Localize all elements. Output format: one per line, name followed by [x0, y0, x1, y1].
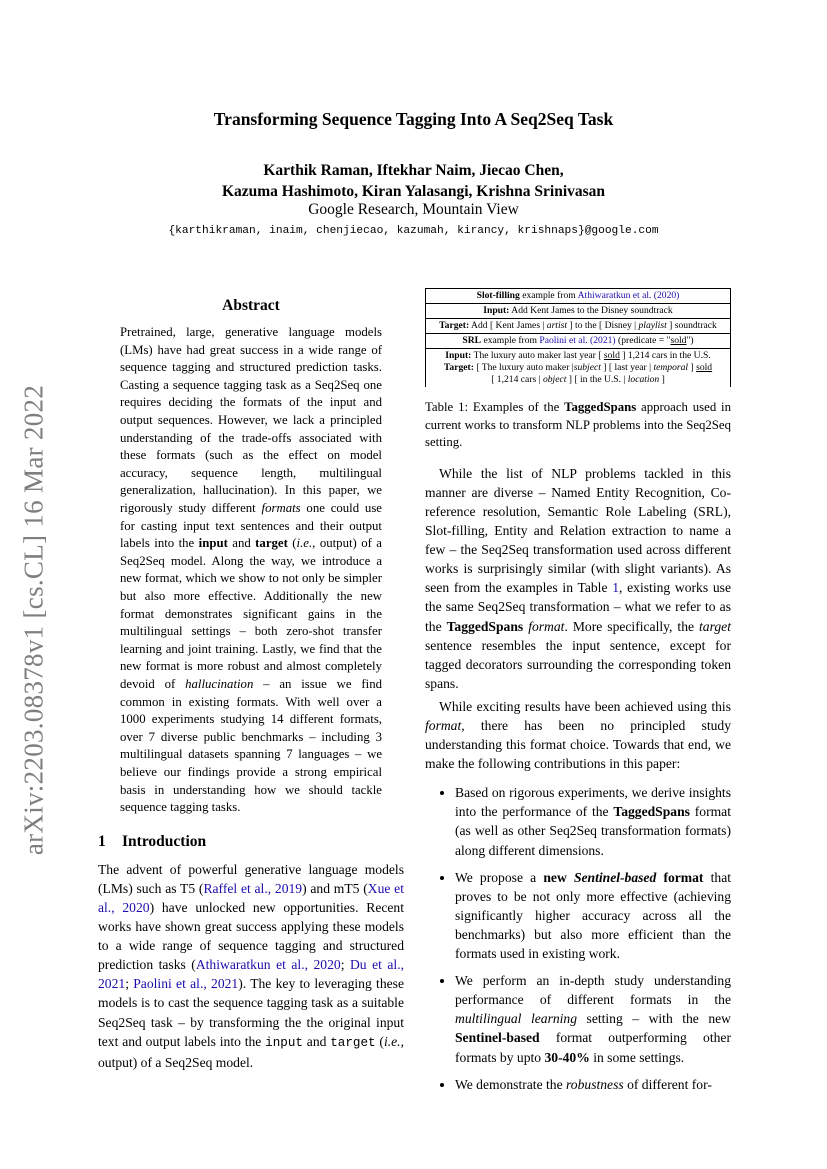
cell-bold: Target: — [443, 362, 474, 373]
contribution-list — [425, 783, 731, 1093]
citation-link[interactable]: Paolini et al., 2021 — [133, 976, 239, 992]
intro-text: ). The key to leveraging these models is to cast the sequence tagging task as a suitable Seq2Seq task – by transforming the the original input text and output labels into the — [98, 976, 404, 1049]
list-text: format (as well as other Seq2Seq transformation formats) along different dimensions. — [455, 804, 731, 858]
paper-title: Transforming Sequence Tagging Into A Seq2Seq Task — [213, 109, 614, 129]
body-italic: target — [699, 618, 731, 634]
abstract-body — [120, 324, 382, 817]
intro-text: output) of a Seq2Seq model. — [98, 1054, 254, 1070]
list-text: Based on rigorous experiments, we derive insights into the performance of the — [455, 785, 731, 820]
cell-italic: location — [627, 374, 660, 385]
cell-text: ] 1,214 cars in the U.S. — [619, 350, 711, 361]
authors-line-2: Kazuma Hashimoto, Kiran Yalasangi, Krishna Srinivasan — [221, 183, 606, 200]
abstract-target-bold: target — [255, 536, 288, 551]
section-number: 1 — [98, 832, 106, 850]
body-paragraph — [425, 464, 731, 693]
intro-text: The advent of powerful generative language models (LMs) such as T5 ( — [98, 861, 404, 896]
body-text: , existing works use the same Seq2Seq transformation – what we refer to as the — [425, 580, 731, 634]
intro-paragraph — [98, 860, 404, 1072]
cell-text: example from — [481, 335, 540, 346]
abstract-ie-italic: i.e., — [296, 536, 316, 551]
list-text: We propose a — [455, 869, 544, 885]
body-text: While exciting results have been achieved using this — [439, 698, 731, 714]
list-text: setting – with the new — [577, 1011, 731, 1027]
abstract-text: – an issue we find common in existing formats. With well over a 1000 experiments studying 14 different formats, over 7 diverse public benchmarks – including 3 multilingual datasets spanning 7 languages – we believe our findings provide a strong empirical basis in understanding how we should tackle sequence tagging tasks. — [120, 676, 382, 815]
body-text: . More specifically, the — [564, 618, 700, 634]
table-cell — [426, 334, 731, 349]
list-bold: Sentinel-based — [455, 1030, 540, 1046]
authors-line-1: Karthik Raman, Iftekhar Naim, Jiecao Chen, — [263, 162, 564, 179]
table-row — [426, 334, 731, 349]
abstract-hallucination-italic: hallucination — [185, 676, 254, 691]
list-italic: multilingual learning — [455, 1011, 578, 1027]
cell-text: The luxury auto maker last year [ — [471, 350, 604, 361]
cell-bold: Slot-filling — [476, 290, 520, 301]
list-item — [455, 971, 731, 1066]
cell-text: ] — [659, 374, 665, 385]
abstract-heading: Abstract — [222, 297, 280, 314]
citation-link[interactable]: Athiwaratkun et al., 2020 — [195, 957, 341, 973]
list-item — [455, 1075, 731, 1094]
intro-input-mono: input — [265, 1035, 303, 1050]
citation-link[interactable]: Raffel et al., 2019 — [203, 880, 303, 896]
intro-ie-italic: i.e., — [383, 1033, 404, 1049]
list-text: We demonstrate the — [455, 1076, 567, 1092]
cell-text: Add Kent James to the Disney soundtrack — [509, 305, 673, 316]
table-1-caption — [425, 399, 731, 452]
body-paragraph — [425, 697, 731, 773]
intro-text: ) have unlocked new opportunities. Recent works have shown great success applying these models to a wide range of sequence tagging and structured prediction tasks ( — [98, 900, 404, 973]
body-text: sentence resembles the input sentence, except for tagged decorators surrounding the corresponding token spans. — [425, 637, 731, 691]
abstract-text: ( — [287, 536, 297, 551]
cell-italic: object — [542, 374, 567, 385]
left-column — [98, 296, 404, 1072]
author-emails: {karthikraman, inaim, chenjiecao, kazumah, kirancy, krishnaps}@google.com — [168, 225, 659, 237]
cell-bold: Input: — [445, 350, 472, 361]
table-cell — [426, 319, 731, 334]
body-italic: format — [528, 618, 565, 634]
cell-italic: temporal — [653, 362, 689, 373]
abstract-input-bold: input — [198, 536, 228, 551]
cell-text: ] [ in the U.S. | — [566, 374, 628, 385]
cell-underline: sold — [603, 350, 620, 361]
cell-text: [ 1,214 cars | — [491, 374, 543, 385]
citation-link[interactable]: Paolini et al. (2021) — [539, 335, 616, 346]
citation-link[interactable]: Xue et al., 2020 — [98, 880, 404, 915]
caption-bold: TaggedSpans — [564, 400, 637, 414]
cell-text: ] to the [ Disney | — [567, 320, 639, 331]
table-1 — [425, 288, 731, 387]
arxiv-id-text: arXiv:2203.08378v1 [cs.CL] 16 Mar 2022 — [18, 384, 49, 856]
intro-text: ; — [125, 976, 134, 992]
list-text: format outperforming other formats by upto — [455, 1030, 731, 1065]
table-cell — [426, 289, 731, 304]
table-row — [426, 319, 731, 334]
cell-text: (predicate = " — [615, 335, 671, 346]
cell-text: ] soundtrack — [666, 320, 717, 331]
table-row — [426, 304, 731, 319]
intro-text: ) and mT5 ( — [302, 880, 368, 896]
list-text: in some settings. — [589, 1049, 685, 1065]
cell-text: Add [ Kent James | — [469, 320, 547, 331]
intro-text: and — [302, 1033, 331, 1049]
table-ref-link[interactable]: 1 — [612, 580, 620, 596]
cell-text: ") — [686, 335, 694, 346]
list-bold-italic: Sentinel-based — [573, 869, 657, 885]
caption-text: approach used in current works to transform NLP problems into the Seq2Seq setting. — [425, 400, 731, 450]
list-text: that proves to be not only more effective (achieving significantly higher accuracy across all the benchmarks) but also more efficient than the formats used in existing work. — [455, 869, 731, 962]
cell-underline: sold — [670, 335, 687, 346]
caption-text: Table 1: Examples of the — [425, 400, 565, 414]
list-text — [567, 870, 574, 885]
list-item — [455, 783, 731, 859]
abstract-text: output) of a Seq2Seq model. Along the way, we introduce a new format, which we show to not only be simpler but also more effective. Additionally the new format demonstrates significant gains in the multilingual settings – both zero-shot transfer learning and joint training. Lastly, we find that the new format is more robust and almost completely devoid of — [120, 536, 382, 691]
list-text: We perform an in-depth study understanding performance of different formats in the — [455, 973, 731, 1008]
cell-text: [ The luxury auto maker | — [473, 362, 574, 373]
abstract-text: and — [227, 536, 256, 551]
cell-bold: SRL — [462, 335, 482, 346]
list-text: of different for- — [623, 1076, 712, 1092]
list-italic: robustness — [566, 1076, 624, 1092]
list-bold: new — [543, 869, 567, 885]
cell-italic: subject — [573, 362, 601, 373]
body-text: , there has been no principled study understanding this format choice. Towards that end, we make the following contributions in this paper: — [425, 718, 731, 772]
table-row — [426, 349, 731, 388]
list-item — [455, 868, 731, 963]
arxiv-sidebar-id — [14, 350, 54, 890]
right-column — [425, 288, 731, 1102]
cell-italic: artist — [546, 320, 568, 331]
list-bold: 30-40% — [544, 1049, 590, 1065]
citation-link[interactable]: Athiwaratkun et al. (2020) — [577, 290, 680, 301]
section-title: Introduction — [122, 832, 207, 850]
cell-underline: sold — [696, 362, 713, 373]
table-cell — [426, 349, 731, 388]
list-bold: format — [663, 869, 704, 885]
cell-text: ] [ last year | — [600, 362, 654, 373]
intro-target-mono: target — [330, 1035, 376, 1050]
body-italic: format — [425, 718, 462, 733]
affiliation: Google Research, Mountain View — [308, 201, 519, 218]
table-cell — [426, 304, 731, 319]
intro-text: ( — [375, 1033, 384, 1049]
abstract-text: Pretrained, large, generative language models (LMs) have had great success in a wide range of sequence tagging and structured prediction tasks. Casting a sequence tagging task as a Seq2Seq one requires deciding the formats of the input and output sequences. However, we lack a principled understanding of the trade-offs associated with these formats (such as the effect on model accuracy, sequence length, multilingual generalization, hallucination). In this paper, we rigorously study different — [120, 325, 382, 516]
table-row — [426, 289, 731, 304]
abstract-text: one could use for casting input text sentences and their output labels into the — [120, 501, 382, 551]
abstract-formats-italic: formats — [261, 501, 301, 516]
list-bold: TaggedSpans — [613, 804, 690, 820]
body-bold: TaggedSpans — [446, 618, 524, 634]
citation-link[interactable]: Du et al., 2021 — [98, 957, 404, 992]
body-text: While the list of NLP problems tackled in this manner are diverse – Named Entity Recognition, Co-reference resolution, Semantic Role Labeling (SRL), Slot-filling, Entity and Relation extraction to name a few – the Seq2Seq transformation used across different works is surprisingly similar (with slight variants). As seen from the examples in Table — [425, 465, 731, 596]
cell-bold: Target: — [439, 320, 470, 331]
author-list — [0, 160, 827, 202]
cell-italic: playlist — [638, 320, 667, 331]
cell-text: ] — [688, 362, 697, 373]
section-heading-introduction — [98, 832, 404, 851]
intro-text: ; — [340, 957, 350, 973]
cell-text: example from — [519, 290, 578, 301]
cell-bold: Input: — [483, 305, 510, 316]
